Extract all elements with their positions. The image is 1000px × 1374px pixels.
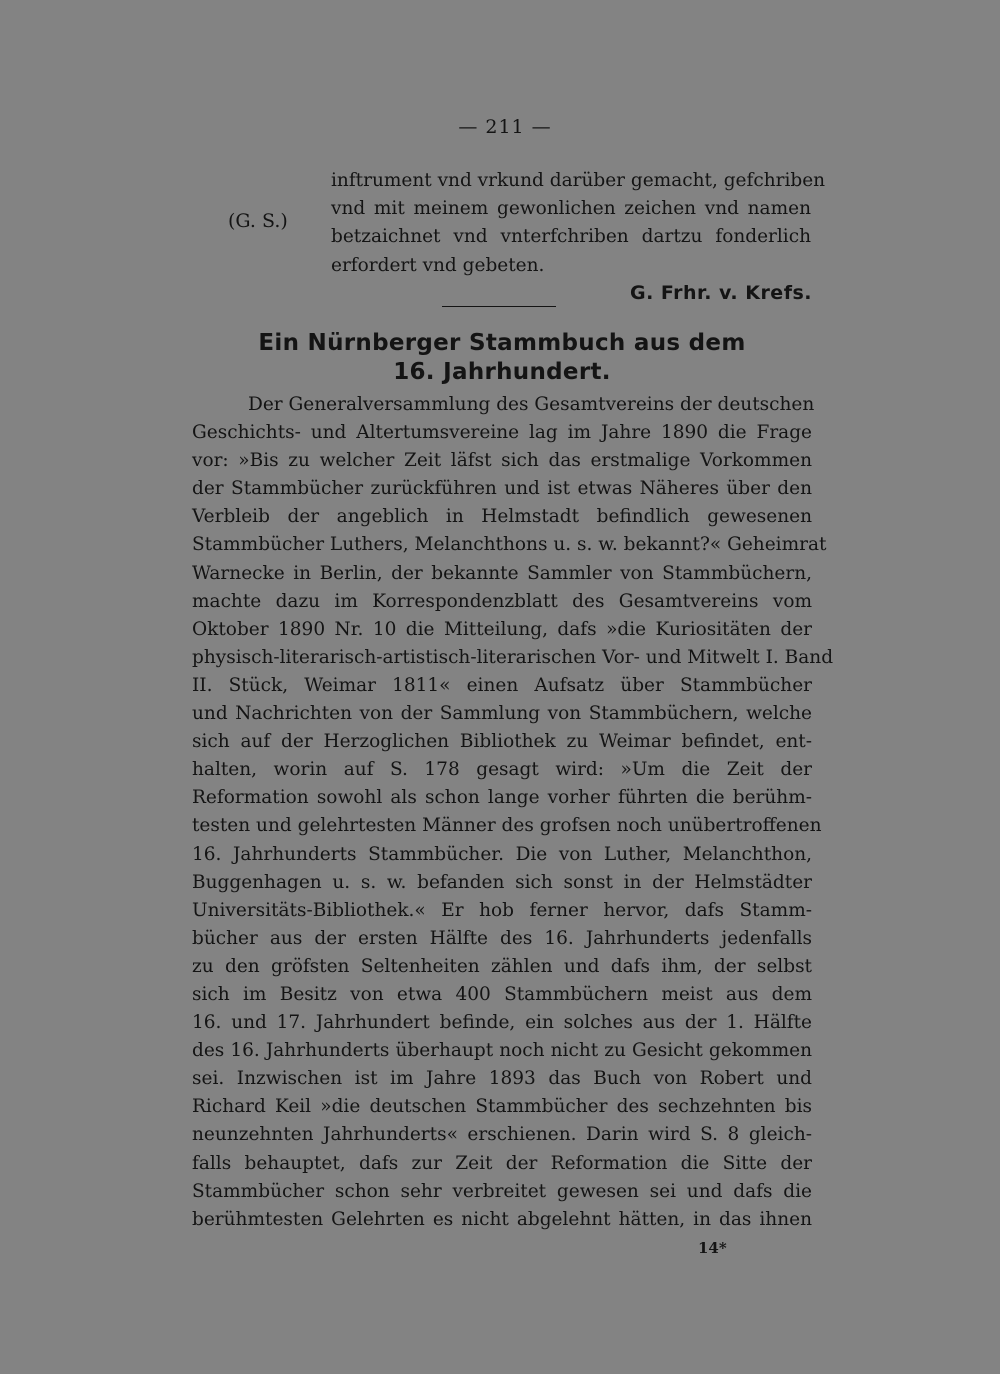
article-title-line-2: 16. Jahrhundert. xyxy=(393,359,611,385)
text-line: Geschichts- und Altertumsvereine lag im Jahre 1890 die Frage xyxy=(192,422,812,444)
text-line: berühmtesten Gelehrten es nicht abgelehnt hätten, in das ihnen xyxy=(192,1208,812,1230)
text-line: des 16. Jahrhunderts überhaupt noch nicht zu Gesicht gekommen xyxy=(192,1040,812,1062)
previous-article-ending xyxy=(331,167,826,280)
text-line: Richard Keil »die deutschen Stammbücher des sechzehnten bis xyxy=(192,1096,812,1118)
text-line: Oktober 1890 Nr. 10 die Mitteilung, dafs »die Kuriositäten der xyxy=(192,618,812,640)
text-line: halten, worin auf S. 178 gesagt wird: »Um die Zeit der xyxy=(192,759,812,781)
text-line: bücher aus der ersten Hälfte des 16. Jahrhunderts jedenfalls xyxy=(192,927,812,949)
text-line: betzaichnet vnd vnterfchriben dartzu fonderlich xyxy=(331,226,811,248)
text-line: 16. Jahrhunderts Stammbücher. Die von Luther, Melanchthon, xyxy=(192,843,812,865)
page-number: — 211 — xyxy=(458,116,552,138)
text-line: Stammbücher Luthers, Melanchthons u. s. w. bekannt?« Geheimrat xyxy=(192,534,827,556)
text-line: sei. Inzwischen ist im Jahre 1893 das Buch von Robert und xyxy=(192,1068,812,1090)
text-line: machte dazu im Korrespondenzblatt des Gesamtvereins vom xyxy=(192,590,812,612)
text-line: vor: »Bis zu welcher Zeit läfst sich das erstmalige Vorkommen xyxy=(192,450,812,472)
text-line: und Nachrichten von der Sammlung von Stammbüchern, welche xyxy=(192,703,812,725)
text-line: physisch-literarisch-artistisch-literarischen Vor- und Mitwelt I. Band xyxy=(192,646,834,668)
text-line: testen und gelehrtesten Männer des grofsen noch unübertroffenen xyxy=(192,815,822,837)
text-line: Verbleib der angeblich in Helmstadt befindlich gewesenen xyxy=(192,506,812,528)
text-line: erfordert vnd gebeten. xyxy=(331,254,545,276)
text-line: Stammbücher schon sehr verbreitet gewesen sei und dafs die xyxy=(192,1180,812,1202)
text-line: Universitäts-Bibliothek.« Er hob ferner hervor, dafs Stamm- xyxy=(192,899,812,921)
seal-mark: (G. S.) xyxy=(228,210,288,232)
text-line: inftrument vnd vrkund darüber gemacht, gefchriben xyxy=(331,170,826,191)
text-line: II. Stück, Weimar 1811« einen Aufsatz über Stammbücher xyxy=(192,674,812,696)
text-line: falls behauptet, dafs zur Zeit der Reformation die Sitte der xyxy=(192,1152,812,1174)
article-title-line-1: Ein Nürnberger Stammbuch aus dem xyxy=(258,330,746,356)
text-line: der Stammbücher zurückführen und ist etwas Näheres über den xyxy=(192,478,812,500)
signature-mark: 14* xyxy=(698,1239,727,1257)
text-line: Der Generalversammlung des Gesamtvereins der deutschen xyxy=(248,394,815,415)
text-line: neunzehnten Jahrhunderts« erschienen. Darin wird S. 8 gleich- xyxy=(192,1124,812,1146)
text-line: vnd mit meinem gewonlichen zeichen vnd namen xyxy=(331,198,811,220)
text-line: Reformation sowohl als schon lange vorher führten die berühm- xyxy=(192,787,812,809)
text-line: sich auf der Herzoglichen Bibliothek zu Weimar befindet, ent- xyxy=(192,731,812,753)
text-line: Warnecke in Berlin, der bekannte Sammler von Stammbüchern, xyxy=(192,562,812,584)
text-line: 16. und 17. Jahrhundert befinde, ein solches aus der 1. Hälfte xyxy=(192,1012,812,1034)
text-line: zu den gröfsten Seltenheiten zählen und dafs ihm, der selbst xyxy=(192,955,812,977)
author-signature: G. Frhr. v. Krefs. xyxy=(629,282,812,304)
section-divider xyxy=(442,306,556,307)
article-body xyxy=(192,391,834,1234)
text-line: Buggenhagen u. s. w. befanden sich sonst in der Helmstädter xyxy=(192,871,812,893)
text-line: sich im Besitz von etwa 400 Stammbüchern meist aus dem xyxy=(192,983,812,1005)
